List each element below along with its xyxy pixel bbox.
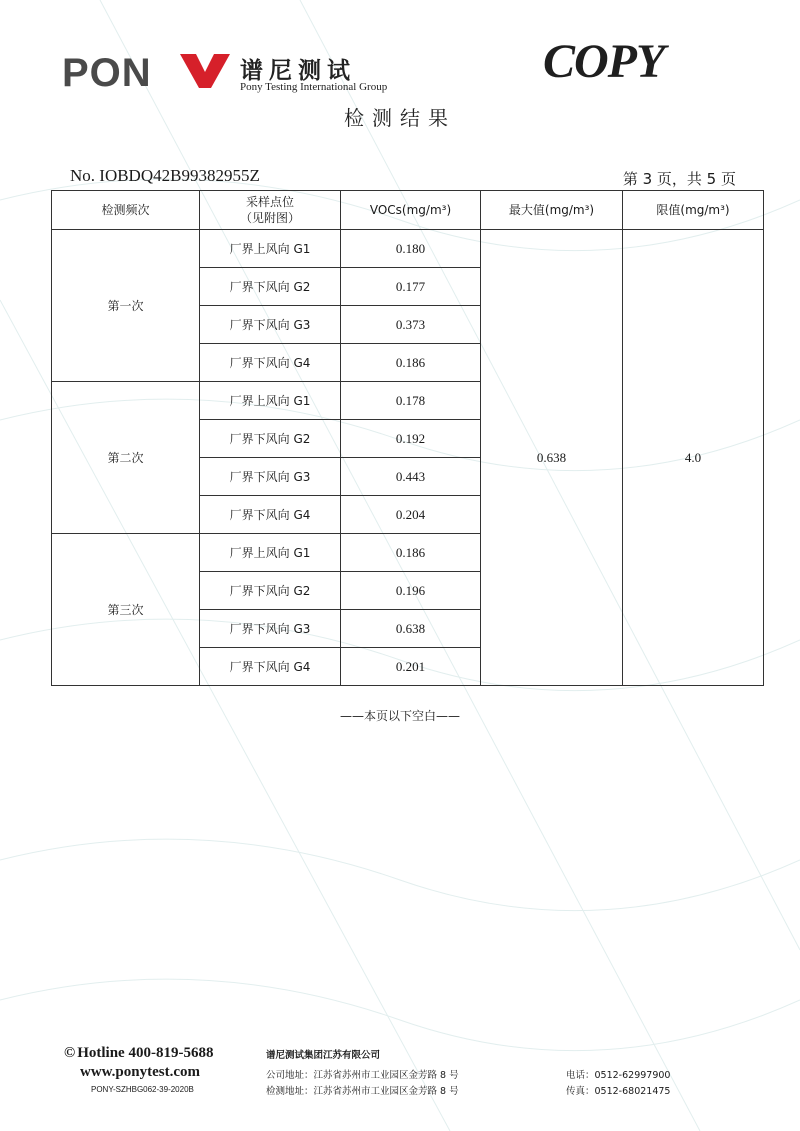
vocs-cell: 0.443	[341, 458, 481, 496]
point-cell: 厂界上风向 G1	[200, 534, 341, 572]
max-value-cell: 0.638	[481, 230, 623, 686]
form-code: PONY-SZHBG062-39-2020B	[91, 1085, 194, 1094]
vocs-cell: 0.186	[341, 534, 481, 572]
fax-number: 传真：0512-68021475	[566, 1086, 671, 1097]
page-title: 检测结果	[344, 106, 456, 130]
table-header-row	[52, 191, 764, 230]
vocs-cell: 0.201	[341, 648, 481, 686]
phone-c-icon: ©	[64, 1045, 76, 1061]
col-header-vocs: VOCs(mg/m³)	[341, 191, 481, 230]
vocs-cell: 0.180	[341, 230, 481, 268]
point-cell: 厂界下风向 G2	[200, 420, 341, 458]
vocs-cell: 0.178	[341, 382, 481, 420]
col-header-point-label: 采样点位	[245, 195, 294, 209]
point-cell: 厂界下风向 G2	[200, 268, 341, 306]
vocs-cell: 0.192	[341, 420, 481, 458]
vocs-cell: 0.638	[341, 610, 481, 648]
frequency-cell: 第三次	[52, 534, 200, 686]
company-name: 谱尼测试集团江苏有限公司	[266, 1050, 381, 1061]
vocs-cell: 0.373	[341, 306, 481, 344]
company-address: 公司地址：江苏省苏州市工业园区金芳路 8 号	[266, 1070, 459, 1081]
limit-value-cell: 4.0	[623, 230, 764, 686]
report-number: No. IOBDQ42B99382955Z	[70, 166, 260, 185]
frequency-cell: 第二次	[52, 382, 200, 534]
col-header-frequency: 检测频次	[52, 191, 200, 230]
results-table	[51, 190, 764, 686]
phone-number: 电话：0512-62997900	[566, 1070, 671, 1081]
vocs-cell: 0.196	[341, 572, 481, 610]
svg-text:PON: PON	[62, 51, 152, 90]
vocs-cell: 0.186	[341, 344, 481, 382]
col-header-point	[200, 191, 341, 230]
hotline-text: Hotline 400-819-5688	[77, 1045, 214, 1061]
vocs-cell: 0.177	[341, 268, 481, 306]
point-cell: 厂界下风向 G3	[200, 458, 341, 496]
point-cell: 厂界下风向 G3	[200, 306, 341, 344]
col-header-limit: 限值(mg/m³)	[623, 191, 764, 230]
blank-below-note: ——本页以下空白——	[339, 709, 460, 723]
point-cell: 厂界下风向 G4	[200, 648, 341, 686]
col-header-point-sub: （见附图）	[239, 211, 300, 225]
brand-english-name: Pony Testing International Group	[240, 81, 388, 93]
point-cell: 厂界上风向 G1	[200, 230, 341, 268]
pony-logo	[62, 50, 232, 90]
copy-stamp: COPY	[543, 35, 665, 88]
point-cell: 厂界下风向 G2	[200, 572, 341, 610]
page-indicator: 第 3 页，共 5 页	[622, 170, 736, 188]
frequency-cell: 第一次	[52, 230, 200, 382]
point-cell: 厂界上风向 G1	[200, 382, 341, 420]
point-cell: 厂界下风向 G4	[200, 344, 341, 382]
point-cell: 厂界下风向 G3	[200, 610, 341, 648]
brand-chinese-name: 谱尼测试	[240, 58, 356, 84]
hotline	[64, 1045, 213, 1062]
point-cell: 厂界下风向 G4	[200, 496, 341, 534]
website-link[interactable]: www.ponytest.com	[80, 1064, 200, 1080]
col-header-max: 最大值(mg/m³)	[481, 191, 623, 230]
table-row	[52, 230, 764, 268]
test-address: 检测地址：江苏省苏州市工业园区金芳路 8 号	[266, 1086, 459, 1097]
vocs-cell: 0.204	[341, 496, 481, 534]
